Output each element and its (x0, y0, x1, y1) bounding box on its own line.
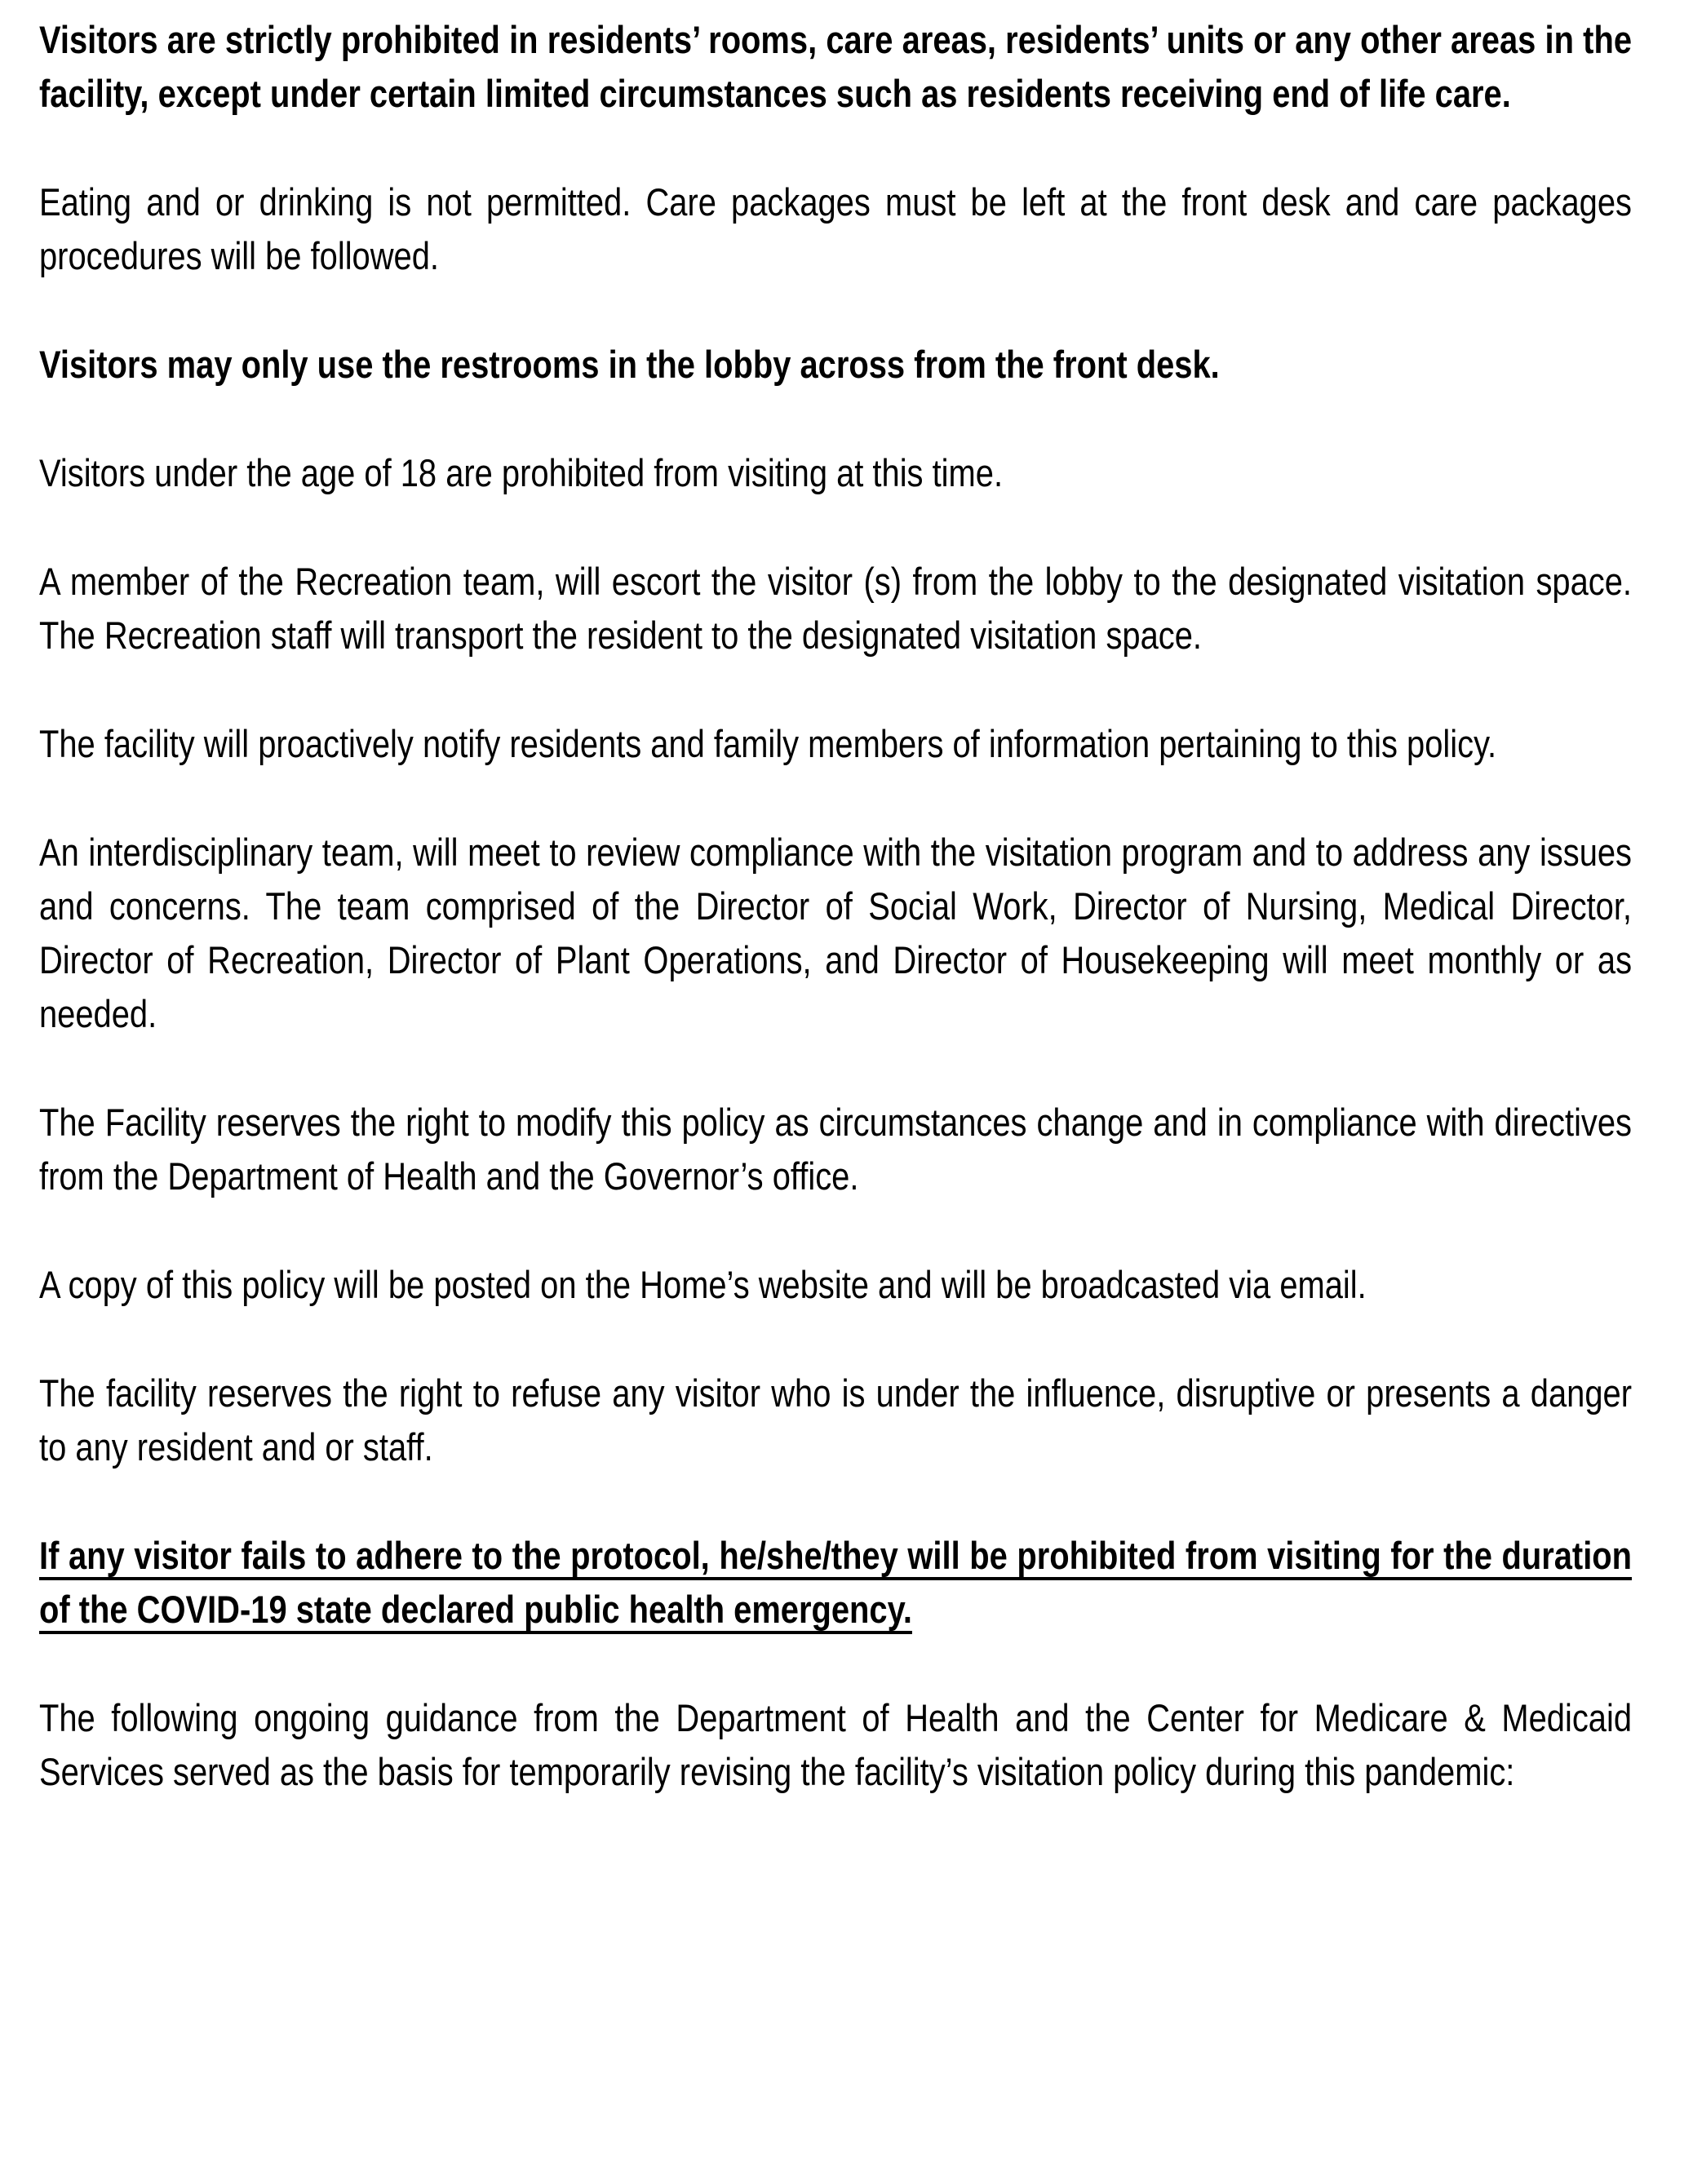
text-column (39, 13, 1632, 1799)
paragraph-ongoing-guidance: The following ongoing guidance from the Department of Health and the Center for Medicare & Medicaid Services served as the basis for temporarily revising the facility’s visitation policy during this pandemic: (39, 1696, 1633, 1793)
paragraph-refuse-visitor: The facility reserves the right to refuse any visitor who is under the influence, disruptive or presents a danger to any resident and or staff. (39, 1371, 1633, 1469)
paragraph-eating-drinking: Eating and or drinking is not permitted. Care packages must be left at the front desk and care packages procedures will be followed. (39, 180, 1633, 277)
paragraph-under-18: Visitors under the age of 18 are prohibited from visiting at this time. (39, 451, 1004, 494)
paragraph-restrooms: Visitors may only use the restrooms in the lobby across from the front desk. (39, 343, 1220, 386)
paragraph-modify-policy: The Facility reserves the right to modify this policy as circumstances change and in compliance with directives from the Department of Health and the Governor’s office. (39, 1101, 1633, 1198)
paragraph-visitors-prohibited: Visitors are strictly prohibited in residents’ rooms, care areas, residents’ units or any other areas in the facility, except under certain limited circumstances such as residents receiving end of life care. (39, 18, 1633, 115)
paragraph-protocol-violation: If any visitor fails to adhere to the protocol, he/she/they will be prohibited from visiting for the duration of the COVID-19 state declared public health emergency. (39, 1534, 1633, 1631)
paragraph-proactive-notify: The facility will proactively notify residents and family members of information pertaining to this policy. (39, 722, 1497, 765)
paragraph-policy-posted: A copy of this policy will be posted on the Home’s website and will be broadcasted via email. (39, 1263, 1367, 1306)
paragraph-recreation-escort: A member of the Recreation team, will escort the visitor (s) from the lobby to the designated visitation space. The Recreation staff will transport the resident to the designated visitation space. (39, 560, 1633, 657)
paragraph-interdisciplinary-team: An interdisciplinary team, will meet to review compliance with the visitation program and to address any issues and concerns. The team comprised of the Director of Social Work, Director of Nursing, Medical Director, Director of Recreation, Director of Plant Operations, and Director of Housekeeping will meet monthly or as needed. (39, 831, 1633, 1035)
